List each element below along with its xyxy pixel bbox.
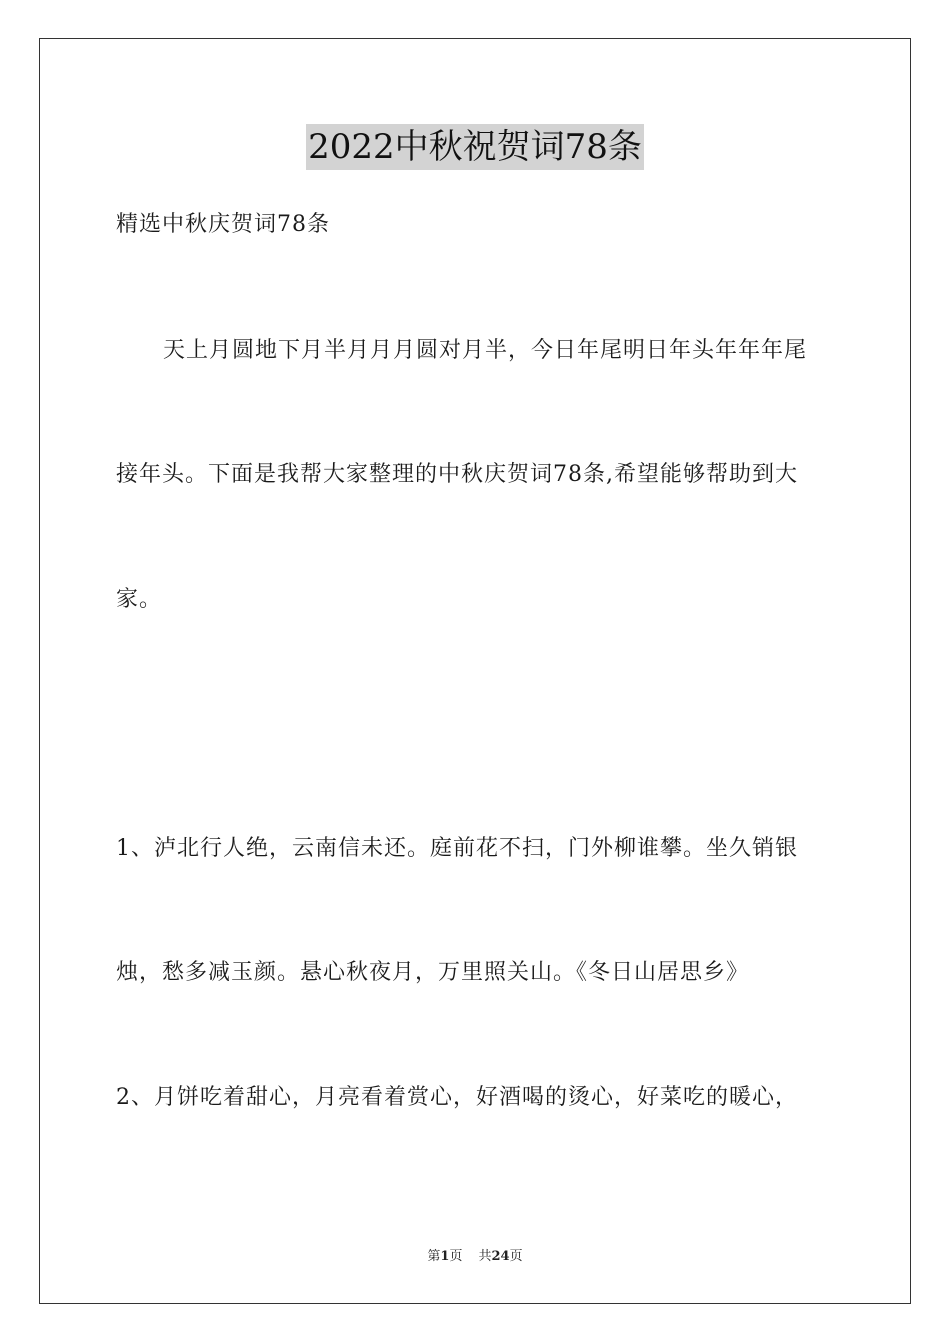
intro-line: 接年头。下面是我帮大家整理的中秋庆贺词78条,希望能够帮助到大 [116, 462, 798, 487]
page-footer [0, 1248, 950, 1266]
page-unit: 页 [449, 1249, 463, 1264]
intro-line: 家。 [116, 587, 163, 612]
item-line: 烛，愁多减玉颜。悬心秋夜月，万里照关山。《冬日山居思乡》 [116, 960, 750, 985]
total-unit: 页 [509, 1249, 523, 1264]
item-line: 2、月饼吃着甜心，月亮看着赏心，好酒喝的烫心，好菜吃的暖心， [116, 1085, 798, 1110]
document-title: 2022中秋祝贺词78条 [306, 124, 644, 170]
page-current: 1 [440, 1249, 450, 1264]
document-subtitle: 精选中秋庆贺词78条 [116, 212, 330, 237]
title-container [0, 124, 950, 170]
page-total: 24 [491, 1249, 510, 1264]
intro-line: 天上月圆地下月半月月月圆对月半，今日年尾明日年头年年年尾 [163, 338, 808, 363]
total-prefix: 共 [478, 1249, 492, 1264]
item-line: 1、泸北行人绝，云南信未还。庭前花不扫，门外柳谁攀。坐久销银 [116, 836, 798, 861]
page-prefix: 第 [427, 1249, 441, 1264]
